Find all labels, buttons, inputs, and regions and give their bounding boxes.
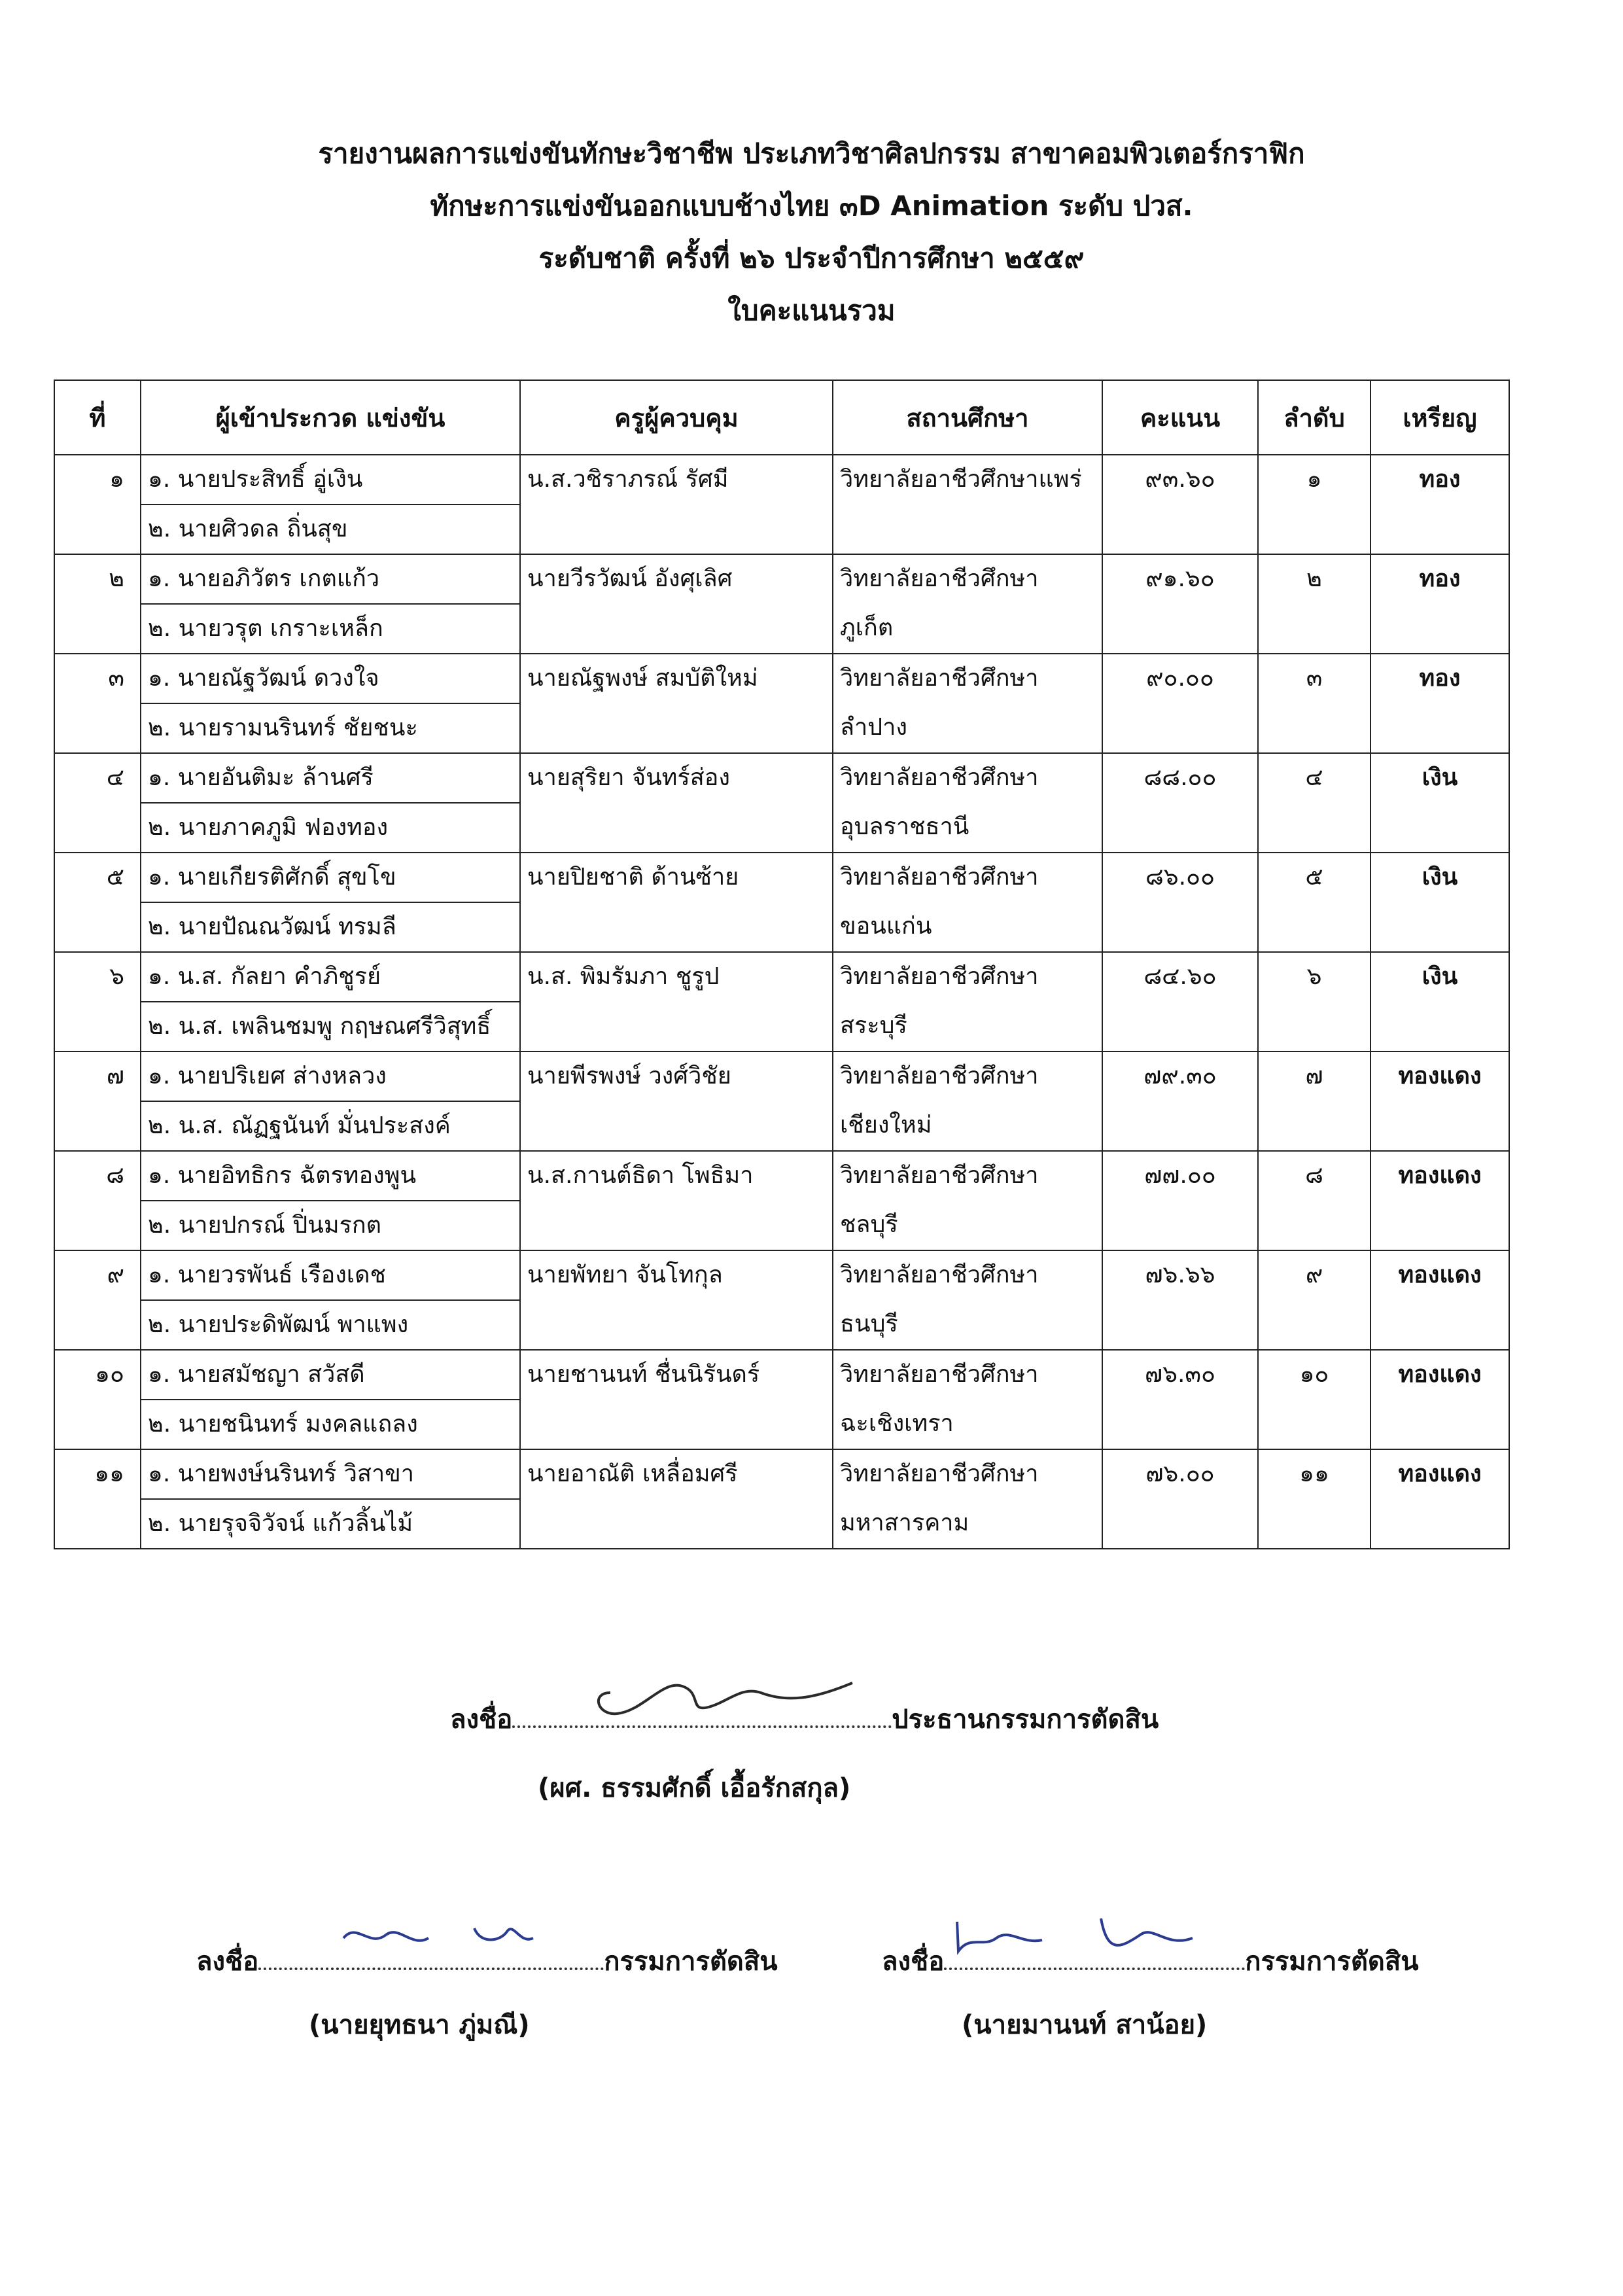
teacher: นายอาณัติ เหลื่อมศรี xyxy=(520,1449,833,1549)
medal: ทองแดง xyxy=(1370,1350,1509,1449)
score: ๗๗.๐๐ xyxy=(1102,1151,1258,1250)
school-line-2: ภูเก็ต xyxy=(833,604,1102,654)
rank: ๕ xyxy=(1258,853,1370,952)
competitor-2: ๒. นายรุจจิวัจน์ แก้วลิ้นไม้ xyxy=(141,1499,520,1549)
competitor-1: ๑. นายเกียรติศักดิ์ สุขโข xyxy=(141,853,520,902)
medal: เงิน xyxy=(1370,952,1509,1051)
header-teacher: ครูผู้ควบคุม xyxy=(520,380,833,455)
rank: ๓ xyxy=(1258,654,1370,753)
table-row xyxy=(54,1350,1509,1400)
medal: ทองแดง xyxy=(1370,1051,1509,1151)
row-number: ๘ xyxy=(54,1151,141,1250)
teacher: นายพีรพงษ์ วงศ์วิชัย xyxy=(520,1051,833,1151)
judge2-signature-line xyxy=(882,1940,1419,1982)
competitor-1: ๑. นายอิทธิกร ฉัตรทองพูน xyxy=(141,1151,520,1201)
score: ๗๖.๖๖ xyxy=(1102,1250,1258,1350)
teacher: นายณัฐพงษ์ สมบัติใหม่ xyxy=(520,654,833,753)
teacher: น.ส.กานต์ธิดา โพธิมา xyxy=(520,1151,833,1250)
competitor-2: ๒. นายวรุต เกราะเหล็ก xyxy=(141,604,520,654)
score: ๗๖.๐๐ xyxy=(1102,1449,1258,1549)
table-row xyxy=(54,654,1509,703)
row-number: ๗ xyxy=(54,1051,141,1151)
medal: ทองแดง xyxy=(1370,1250,1509,1350)
competitor-1: ๑. นายวรพันธ์ เรืองเดช xyxy=(141,1250,520,1300)
teacher: นายชานนท์ ชื่นนิรันดร์ xyxy=(520,1350,833,1449)
table-row xyxy=(54,753,1509,803)
row-number: ๑๐ xyxy=(54,1350,141,1449)
competitor-2: ๒. นายรามนรินทร์ ชัยชนะ xyxy=(141,703,520,753)
header-score: คะแนน xyxy=(1102,380,1258,455)
table-row xyxy=(54,952,1509,1002)
competitor-2: ๒. นายปกรณ์ ปิ่นมรกต xyxy=(141,1201,520,1250)
school-line-1: วิทยาลัยอาชีวศึกษา xyxy=(833,1350,1102,1400)
competitor-2: ๒. น.ส. เพลินชมพู กฤษณศรีวิสุทธิ์ xyxy=(141,1002,520,1051)
rank: ๑ xyxy=(1258,455,1370,554)
school-line-1: วิทยาลัยอาชีวศึกษา xyxy=(833,1250,1102,1300)
rank: ๑๑ xyxy=(1258,1449,1370,1549)
title-line-3: ระดับชาติ ครั้งที่ ๒๖ ประจำปีการศึกษา ๒๕๕๙ xyxy=(538,242,1085,274)
school-line-2: เชียงใหม่ xyxy=(833,1101,1102,1151)
teacher: นายพัทยา จันโทกุล xyxy=(520,1250,833,1350)
judge2-signature xyxy=(944,1941,1245,1970)
header-school: สถานศึกษา xyxy=(833,380,1102,455)
table-row xyxy=(54,455,1509,504)
competitor-1: ๑. นายประสิทธิ์ อู่เงิน xyxy=(141,455,520,504)
table-body xyxy=(54,455,1509,1549)
judge2-name: (นายมานนท์ สาน้อย) xyxy=(962,2010,1208,2040)
teacher: นายสุริยา จันทร์ส่อง xyxy=(520,753,833,853)
competitor-1: ๑. น.ส. กัลยา คำภิชูรย์ xyxy=(141,952,520,1002)
table-row xyxy=(54,1250,1509,1300)
school-line-2: ฉะเชิงเทรา xyxy=(833,1400,1102,1449)
chair-signature xyxy=(512,1699,892,1728)
competitor-1: ๑. นายปริเยศ ส่างหลวง xyxy=(141,1051,520,1101)
school-line-2: ลำปาง xyxy=(833,703,1102,753)
medal: ทอง xyxy=(1370,554,1509,654)
school-line-2: สระบุรี xyxy=(833,1002,1102,1051)
teacher: น.ส.วชิราภรณ์ รัศมี xyxy=(520,455,833,554)
rank: ๔ xyxy=(1258,753,1370,853)
competitor-2: ๒. นายชนินทร์ มงคลแถลง xyxy=(141,1400,520,1449)
judge1-signature-line xyxy=(196,1940,778,1982)
rank: ๒ xyxy=(1258,554,1370,654)
school-line-1: วิทยาลัยอาชีวศึกษา xyxy=(833,1449,1102,1499)
score: ๙๓.๖๐ xyxy=(1102,455,1258,554)
rank: ๙ xyxy=(1258,1250,1370,1350)
score: ๙๑.๖๐ xyxy=(1102,554,1258,654)
school-line-1: วิทยาลัยอาชีวศึกษา xyxy=(833,853,1102,902)
competitor-1: ๑. นายอันติมะ ล้านศรี xyxy=(141,753,520,803)
report-title xyxy=(0,128,1623,337)
chair-sign-label: ลงชื่อ xyxy=(450,1704,513,1735)
school-line-2: อุบลราชธานี xyxy=(833,803,1102,853)
teacher: นายวีรวัฒน์ อังศุเลิศ xyxy=(520,554,833,654)
row-number: ๑ xyxy=(54,455,141,554)
table-header-row xyxy=(54,380,1509,455)
school-line-2: ชลบุรี xyxy=(833,1201,1102,1250)
medal: ทองแดง xyxy=(1370,1449,1509,1549)
school-line-1: วิทยาลัยอาชีวศึกษา xyxy=(833,952,1102,1002)
table-row xyxy=(54,1151,1509,1201)
school-line-1: วิทยาลัยอาชีวศึกษา xyxy=(833,554,1102,604)
score: ๙๐.๐๐ xyxy=(1102,654,1258,753)
competitor-1: ๑. นายณัฐวัฒน์ ดวงใจ xyxy=(141,654,520,703)
header-medal: เหรียญ xyxy=(1370,380,1509,455)
table-row xyxy=(54,554,1509,604)
judge1-signature-scribble-icon xyxy=(258,1909,599,1968)
row-number: ๖ xyxy=(54,952,141,1051)
school-line-2: ธนบุรี xyxy=(833,1300,1102,1350)
chair-signature-scribble-icon xyxy=(512,1667,879,1725)
row-number: ๕ xyxy=(54,853,141,952)
rank: ๗ xyxy=(1258,1051,1370,1151)
judge1-role: กรรมการตัดสิน xyxy=(604,1947,778,1977)
judge1-name: (นายยุทธนา ภู่มณี) xyxy=(309,2010,530,2040)
competitor-2: ๒. นายภาคภูมิ ฟองทอง xyxy=(141,803,520,853)
school-line-1: วิทยาลัยอาชีวศึกษา xyxy=(833,1051,1102,1101)
header-competitors: ผู้เข้าประกวด แข่งขัน xyxy=(141,380,520,455)
judge2-role: กรรมการตัดสิน xyxy=(1245,1947,1419,1977)
header-rank: ลำดับ xyxy=(1258,380,1370,455)
competitor-2: ๒. น.ส. ณัฏฐนันท์ มั่นประสงค์ xyxy=(141,1101,520,1151)
row-number: ๔ xyxy=(54,753,141,853)
chair-name: (ผศ. ธรรมศักดิ์ เอื้อรักสกุล) xyxy=(538,1773,851,1803)
teacher: นายปิยชาติ ด้านซ้าย xyxy=(520,853,833,952)
table-row xyxy=(54,1449,1509,1499)
school-line-2: ขอนแก่น xyxy=(833,902,1102,952)
competitor-1: ๑. นายสมัชญา สวัสดี xyxy=(141,1350,520,1400)
table-row xyxy=(54,1051,1509,1101)
competitor-2: ๒. นายศิวดล ถิ่นสุข xyxy=(141,504,520,554)
medal: เงิน xyxy=(1370,853,1509,952)
competitor-2: ๒. นายประดิพัฒน์ พาแพง xyxy=(141,1300,520,1350)
table-row xyxy=(54,853,1509,902)
rank: ๘ xyxy=(1258,1151,1370,1250)
judge1-sign-label: ลงชื่อ xyxy=(196,1947,259,1977)
score-table xyxy=(54,380,1510,1549)
score: ๘๖.๐๐ xyxy=(1102,853,1258,952)
title-line-4: ใบคะแนนรวม xyxy=(727,294,896,327)
title-line-2: ทักษะการแข่งขันออกแบบช้างไทย ๓D Animation ระดับ ปวส. xyxy=(430,190,1193,222)
competitor-1: ๑. นายพงษ์นรินทร์ วิสาขา xyxy=(141,1449,520,1499)
school-line-1: วิทยาลัยอาชีวศึกษา xyxy=(833,1151,1102,1201)
school-line-2: มหาสารคาม xyxy=(833,1499,1102,1549)
score: ๗๖.๓๐ xyxy=(1102,1350,1258,1449)
school-line-1: วิทยาลัยอาชีวศึกษาแพร่ xyxy=(833,455,1102,504)
score: ๘๘.๐๐ xyxy=(1102,753,1258,853)
row-number: ๒ xyxy=(54,554,141,654)
score: ๘๔.๖๐ xyxy=(1102,952,1258,1051)
rank: ๑๐ xyxy=(1258,1350,1370,1449)
medal: ทอง xyxy=(1370,654,1509,753)
judge1-signature xyxy=(258,1941,604,1970)
row-number: ๙ xyxy=(54,1250,141,1350)
teacher: น.ส. พิมรัมภา ชูรูป xyxy=(520,952,833,1051)
rank: ๖ xyxy=(1258,952,1370,1051)
chair-signature-line xyxy=(450,1698,1159,1740)
medal: ทองแดง xyxy=(1370,1151,1509,1250)
row-number: ๓ xyxy=(54,654,141,753)
judge2-signature-scribble-icon xyxy=(944,1909,1245,1968)
school-line-1: วิทยาลัยอาชีวศึกษา xyxy=(833,654,1102,703)
school-line-1: วิทยาลัยอาชีวศึกษา xyxy=(833,753,1102,803)
competitor-1: ๑. นายอภิวัตร เกตแก้ว xyxy=(141,554,520,604)
score: ๗๙.๓๐ xyxy=(1102,1051,1258,1151)
title-line-1: รายงานผลการแข่งขันทักษะวิชาชีพ ประเภทวิชาศิลปกรรม สาขาคอมพิวเตอร์กราฟิก xyxy=(318,137,1305,169)
judge2-sign-label: ลงชื่อ xyxy=(882,1947,945,1977)
competitor-2: ๒. นายปัณณวัฒน์ ทรมลี xyxy=(141,902,520,952)
medal: เงิน xyxy=(1370,753,1509,853)
medal: ทอง xyxy=(1370,455,1509,554)
header-no: ที่ xyxy=(54,380,141,455)
school-line-2 xyxy=(833,504,1102,554)
row-number: ๑๑ xyxy=(54,1449,141,1549)
chair-role: ประธานกรรมการตัดสิน xyxy=(892,1704,1159,1735)
